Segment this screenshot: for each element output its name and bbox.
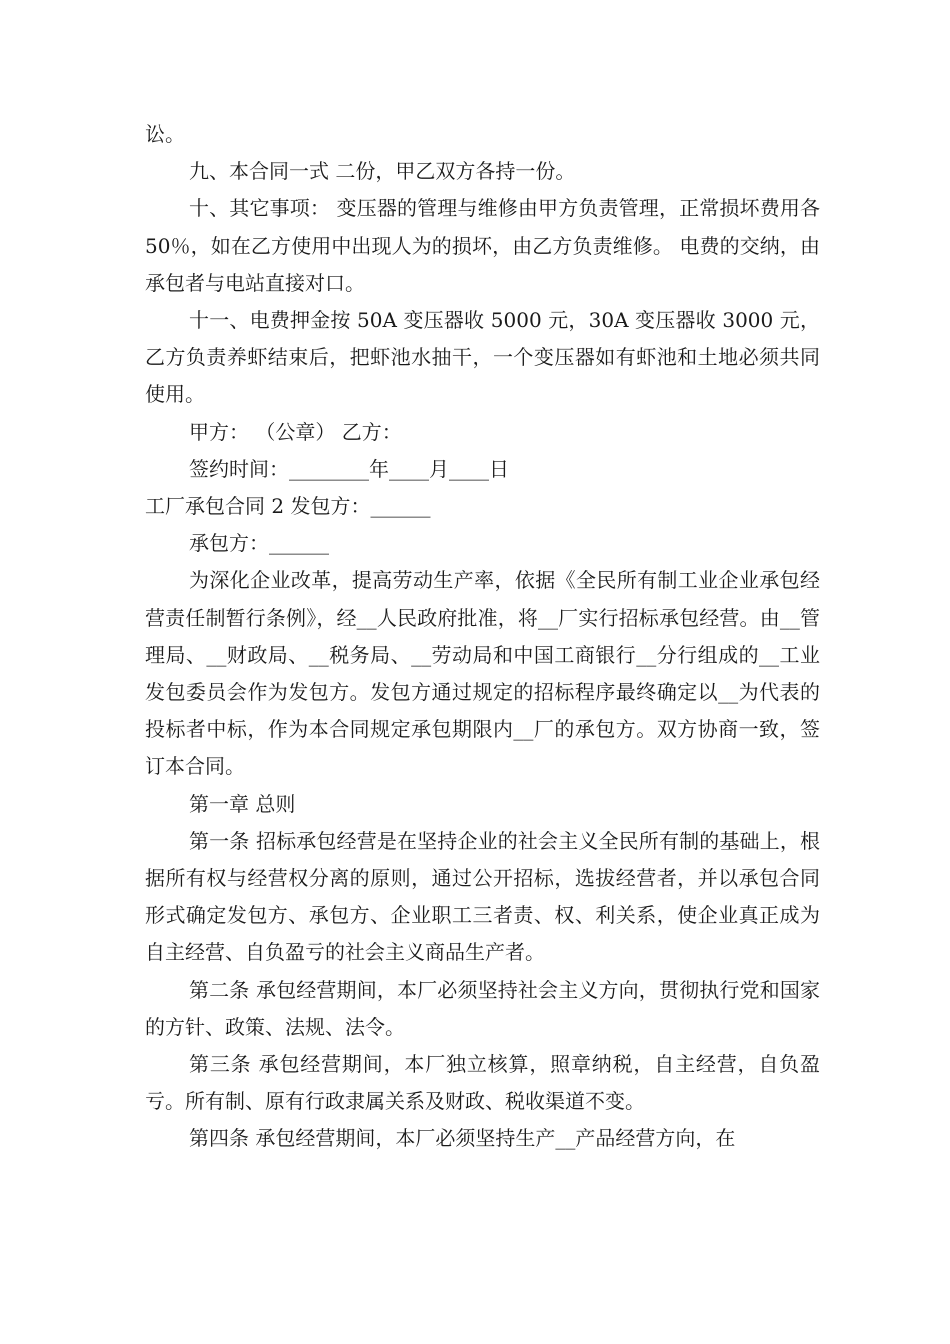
article-2: 第二条 承包经营期间，本厂必须坚持社会主义方向，贯彻执行党和国家的方针、政策、法规、法令。 — [145, 977, 820, 1039]
contract-2-heading: 工厂承包合同 2 发包方：______ — [145, 494, 431, 519]
signature-parties-line: 甲方： （公章） 乙方： — [189, 419, 402, 444]
paragraph-clause-9: 九、本合同一式 二份，甲乙双方各持一份。 — [189, 159, 576, 184]
paragraph-clause-10: 十、其它事项： 变压器的管理与维修由甲方负责管理，正常损坏费用各 50％，如在乙方使用中出现人为的损坏，由乙方负责维修。 电费的交纳，由承包者与电站直接对口。 — [145, 196, 820, 295]
preamble-paragraph: 为深化企业改革，提高劳动生产率，依据《全民所有制工业企业承包经营责任制暂行条例》，经__人民政府批准，将__厂实行招标承包经营。由__管理局、__财政局、__税务局、__劳动局和中国工商银行__分行组成的__工业发包委员会作为发包方。发包方通过规定的招标程序最终确定以__为代表的投标者中标，作为本合同规定承包期限内__厂的承包方。双方协商一致，签订本合同。 — [145, 568, 820, 779]
paragraph-0: 讼。 — [145, 122, 185, 146]
document-body — [145, 116, 820, 1158]
signing-date-line: 签约时间：________年____月____日 — [189, 456, 509, 481]
contractor-line: 承包方：______ — [189, 531, 329, 556]
chapter-1-heading: 第一章 总则 — [189, 791, 296, 816]
paragraph-clause-11: 十一、电费押金按 50A 变压器收 5000 元，30A 变压器收 3000 元，乙方负责养虾结束后，把虾池水抽干，一个变压器如有虾池和土地必须共同使用。 — [145, 308, 820, 407]
article-4: 第四条 承包经营期间，本厂必须坚持生产__产品经营方向，在 — [189, 1126, 736, 1151]
article-3: 第三条 承包经营期间，本厂独立核算，照章纳税，自主经营，自负盈亏。所有制、原有行政隶属关系及财政、税收渠道不变。 — [145, 1052, 820, 1114]
article-1: 第一条 招标承包经营是在坚持企业的社会主义全民所有制的基础上，根据所有权与经营权分离的原则，通过公开招标，选拔经营者，并以承包合同形式确定发包方、承包方、企业职工三者责、权、利关系，使企业真正成为自主经营、自负盈亏的社会主义商品生产者。 — [145, 828, 820, 965]
